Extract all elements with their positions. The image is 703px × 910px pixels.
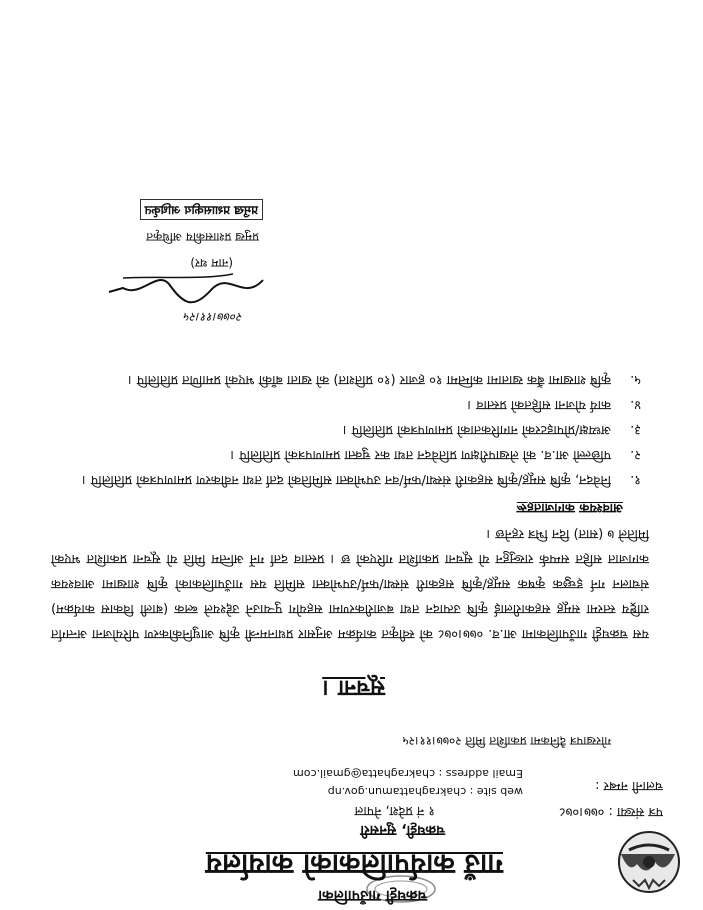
handwritten-signature [103, 266, 273, 310]
documents-heading: आवश्यक कागजातहरू [516, 500, 623, 515]
document-text: पछिल्लो आ.व. को लेखापरीक्षण प्रतिवेदन तथा कर चुक्ता प्रमाणपत्रको प्रतिलिपि । [230, 447, 611, 462]
dispatch-number: चलानी नम्बर : [595, 778, 663, 793]
notice-title: सूचना । [322, 675, 385, 700]
reference-number: पत्र संख्या : ०७७।०७८ [558, 804, 663, 819]
document-number: १. [630, 472, 641, 487]
required-documents-list [51, 367, 649, 492]
document-text: कृषि शाखामा बैंक खातामा कम्तिमा १० हजार (१० प्रतिशत) को खाता बाँकी भएको प्रमाणित प्रतिलिपि । [127, 372, 611, 387]
municipality-name: चक्रघट्टी गाउँपालिका [318, 887, 427, 905]
document-item [51, 367, 649, 392]
office-title: गाउँ कार्यपालिकाको कार्यालय [205, 848, 503, 881]
email-line: Email address : chakraghatta@gmail.com [293, 767, 523, 780]
document-item [51, 392, 649, 417]
notice-body: यस चक्रघट्टी गाउँपालिकामा आ.व. ०७७।०७८ को स्वीकृत कार्यक्रम अनुसार प्रधानमन्त्री कृषि आधुनिकीकरण परियोजना अन्तर्गत राष्ट्रिय स्तरमा समूह सहकारीलाई कृषि उत्पादन तथा बजारीकरणमा सहयोग पुर्‍याउने उद्देश्यले ब्लक (बाली विकास कार्यक्रम) संचालन गर्न इच्छुक कृषक समूह/कृषि सहकारी संस्था/फर्म/उपभोक्ता समिति यस गाउँपालिकाको कृषि शाखामा आवश्यक कागजात सहित सम्पर्क राख्नुहुन यो सूचना प्रकाशित गरिएको छ । प्रस्ताव दर्ता गर्ने अन्तिम मिति यो सूचना प्रकाशित भएको मितिले ७ (सात) दिन भित्र रहनेछ । [51, 526, 649, 641]
document-item [51, 417, 649, 442]
office-address: १ नं प्रदेश, नेपाल [354, 803, 435, 818]
document-item [51, 442, 649, 467]
signatory-name: (नाम थर) [190, 256, 233, 270]
publication-date-line: गोरखापत्र दैनिकमा प्रकाशित मिति २०७७।११।२५ [402, 734, 611, 748]
office-location: चक्रघट्टी, सुनसरी [360, 822, 445, 838]
signature-date: २०७७।११।२५ [183, 310, 243, 324]
document-text: कार्य योजना सहितको प्रस्ताव । [467, 397, 611, 412]
document-text: निवेदन, कृषि समूह/कृषि सहकारी संस्था/फर्म/वन उपभोक्ता समितिको दर्ता तथा नवीकरण प्रमाणपत्रको प्रतिलिपि । [81, 472, 611, 487]
signatory-designation: प्रमुख प्रशासकीय अधिकृत [146, 230, 259, 244]
website-line: web site : chakraghattamun.gov.np [327, 785, 523, 798]
document-number: ५. [630, 372, 641, 387]
document-number: २. [630, 447, 641, 462]
government-emblem-icon [609, 828, 689, 898]
signatory-office-stamp: प्रमुख प्रशासकीय अधिकृत [140, 199, 263, 220]
document-number: ३. [630, 422, 641, 437]
document-text: अध्यक्ष/प्रोपाइटरको नागरिकताको प्रमाणपत्रको प्रतिलिपि । [342, 422, 611, 437]
document-number: ४. [630, 397, 641, 412]
document-item [51, 467, 649, 492]
